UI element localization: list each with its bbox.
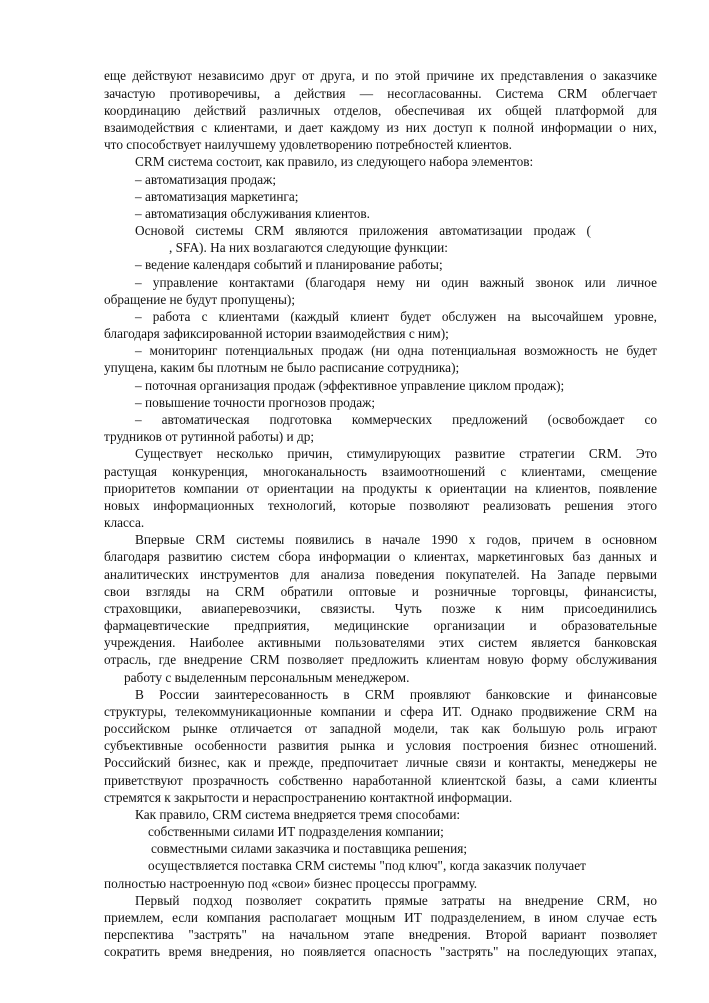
text-line: Как правило, CRM система внедряется тремя способами: [135, 807, 461, 822]
text-line: отрасль, где внедрение CRM позволяет предложить клиентам новую форму обслуживания [104, 652, 657, 667]
text-line: структуры, телекоммуникационные компании и сфера ИТ. Однако продвижение CRM на [104, 704, 657, 719]
text-line: благодаря зафиксированной истории взаимодействия с ним); [104, 326, 449, 341]
text-line: учреждения. Наиболее активными пользователями этих систем является банковская [104, 635, 657, 650]
text-line: Первый подход позволяет сократить прямые затраты на внедрение CRM, но [135, 893, 657, 908]
list-item: – автоматизация продаж; [135, 172, 277, 187]
text-line: аналитических инструментов для анализа поведения покупателей. На Западе первыми [104, 567, 657, 582]
text-line: российском рынке отличается от западной модели, так как большую роль играют [104, 721, 657, 736]
text-line: фармацевтические предприятия, медицинские организации и образовательные [104, 618, 657, 633]
text-line: трудников от рутинной работы) и др; [104, 429, 315, 444]
text-line: работу с выделенным персональным менеджером. [124, 670, 410, 685]
list-item: – работа с клиентами (каждый клиент будет обслужен на высочайшем уровне, [135, 309, 657, 324]
text-line: полностью настроенную под «свои» бизнес процессы программу. [104, 876, 478, 891]
text-line: страховщики, авиаперевозчики, связисты. Чуть позже к ним присоединились [104, 601, 657, 616]
text-line: приветствуют прозрачность собственно наработанной клиентской базы, а сами клиенты [104, 773, 657, 788]
list-item: – автоматизация маркетинга; [135, 189, 299, 204]
list-item: – поточная организация продаж (эффективное управление циклом продаж); [135, 378, 565, 393]
list-item: осуществляется поставка CRM системы "под ключ", когда заказчик получает [148, 858, 586, 873]
text-line: стремятся к закрытости и нераспространению контактной информации. [104, 790, 513, 805]
list-item: – управление контактами (благодаря нему ни один важный звонок или личное [135, 275, 657, 290]
list-item: – автоматизация обслуживания клиентов. [135, 206, 371, 221]
text-line: еще действуют независимо друг от друга, и по этой причине их представления о заказчике [104, 68, 657, 83]
text-line: растущая конкуренция, многоканальность взаимоотношений с клиентами, смещение [104, 464, 657, 479]
text-line: класса. [104, 515, 145, 530]
list-item: – повышение точности прогнозов продаж; [135, 395, 376, 410]
text-line: сократить время внедрения, но появляется опасность "застрять" на последующих этапах, [104, 944, 657, 959]
text-line: что способствует наилучшему удовлетворению потребностей клиентов. [104, 137, 512, 152]
text-line: приоритетов компании от ориентации на продукты к ориентации на клиентов, появление [104, 481, 657, 496]
text-line: благодаря развитию систем сбора информации о клиентах, маркетинговых баз данных и [104, 549, 657, 564]
text-line: , SFA). На них возлагаются следующие функции: [169, 240, 448, 255]
text-line: новых информационных технологий, которые позволяют реализовать решения этого [104, 498, 657, 513]
list-item: – автоматическая подготовка коммерческих предложений (освобождает со [135, 412, 657, 427]
list-item: совместными силами заказчика и поставщика решения; [151, 841, 468, 856]
text-line: приемлем, если компания располагает мощным ИТ подразделением, в ином случае есть [104, 910, 657, 925]
text-line: координацию действий различных отделов, обеспечивая их общей платформой для [104, 103, 657, 118]
text-line: обращение не будут пропущены); [104, 292, 296, 307]
text-line: взаимодействия с клиентами, и дает каждому из них доступ к полной информации о них, [104, 120, 657, 135]
text-line: Впервые CRM системы появились в начале 1990 х годов, причем в основном [135, 532, 657, 547]
text-line: свои взгляды на CRM обратили оптовые и розничные торговцы, финансисты, [104, 584, 657, 599]
text-line: Российский бизнес, как и прежде, предпочитает личные связи и контакты, менеджеры не [104, 755, 657, 770]
text-line: Существует несколько причин, стимулирующих развитие стратегии CRM. Это [135, 446, 657, 461]
text-line: В России заинтересованность в CRM проявляют банковские и финансовые [135, 687, 657, 702]
list-item: – ведение календаря событий и планирование работы; [135, 257, 443, 272]
text-line: Основой системы CRM являются приложения автоматизации продаж ( [135, 223, 591, 238]
list-item: собственными силами ИТ подразделения компании; [148, 824, 444, 839]
list-item: – мониторинг потенциальных продаж (ни одна потенциальная возможность не будет [135, 343, 657, 358]
text-line: субъективные особенности развития рынка и условия построения бизнес отношений. [104, 738, 657, 753]
text-line: перспектива "застрять" на начальном этапе внедрения. Второй вариант позволяет [104, 927, 657, 942]
text-line: CRM система состоит, как правило, из следующего набора элементов: [135, 154, 534, 169]
text-line: зачастую противоречивы, а действия — несогласованны. Система CRM облегчает [104, 86, 657, 101]
text-line: упущена, каким бы плотным не было расписание сотрудника); [104, 360, 460, 375]
